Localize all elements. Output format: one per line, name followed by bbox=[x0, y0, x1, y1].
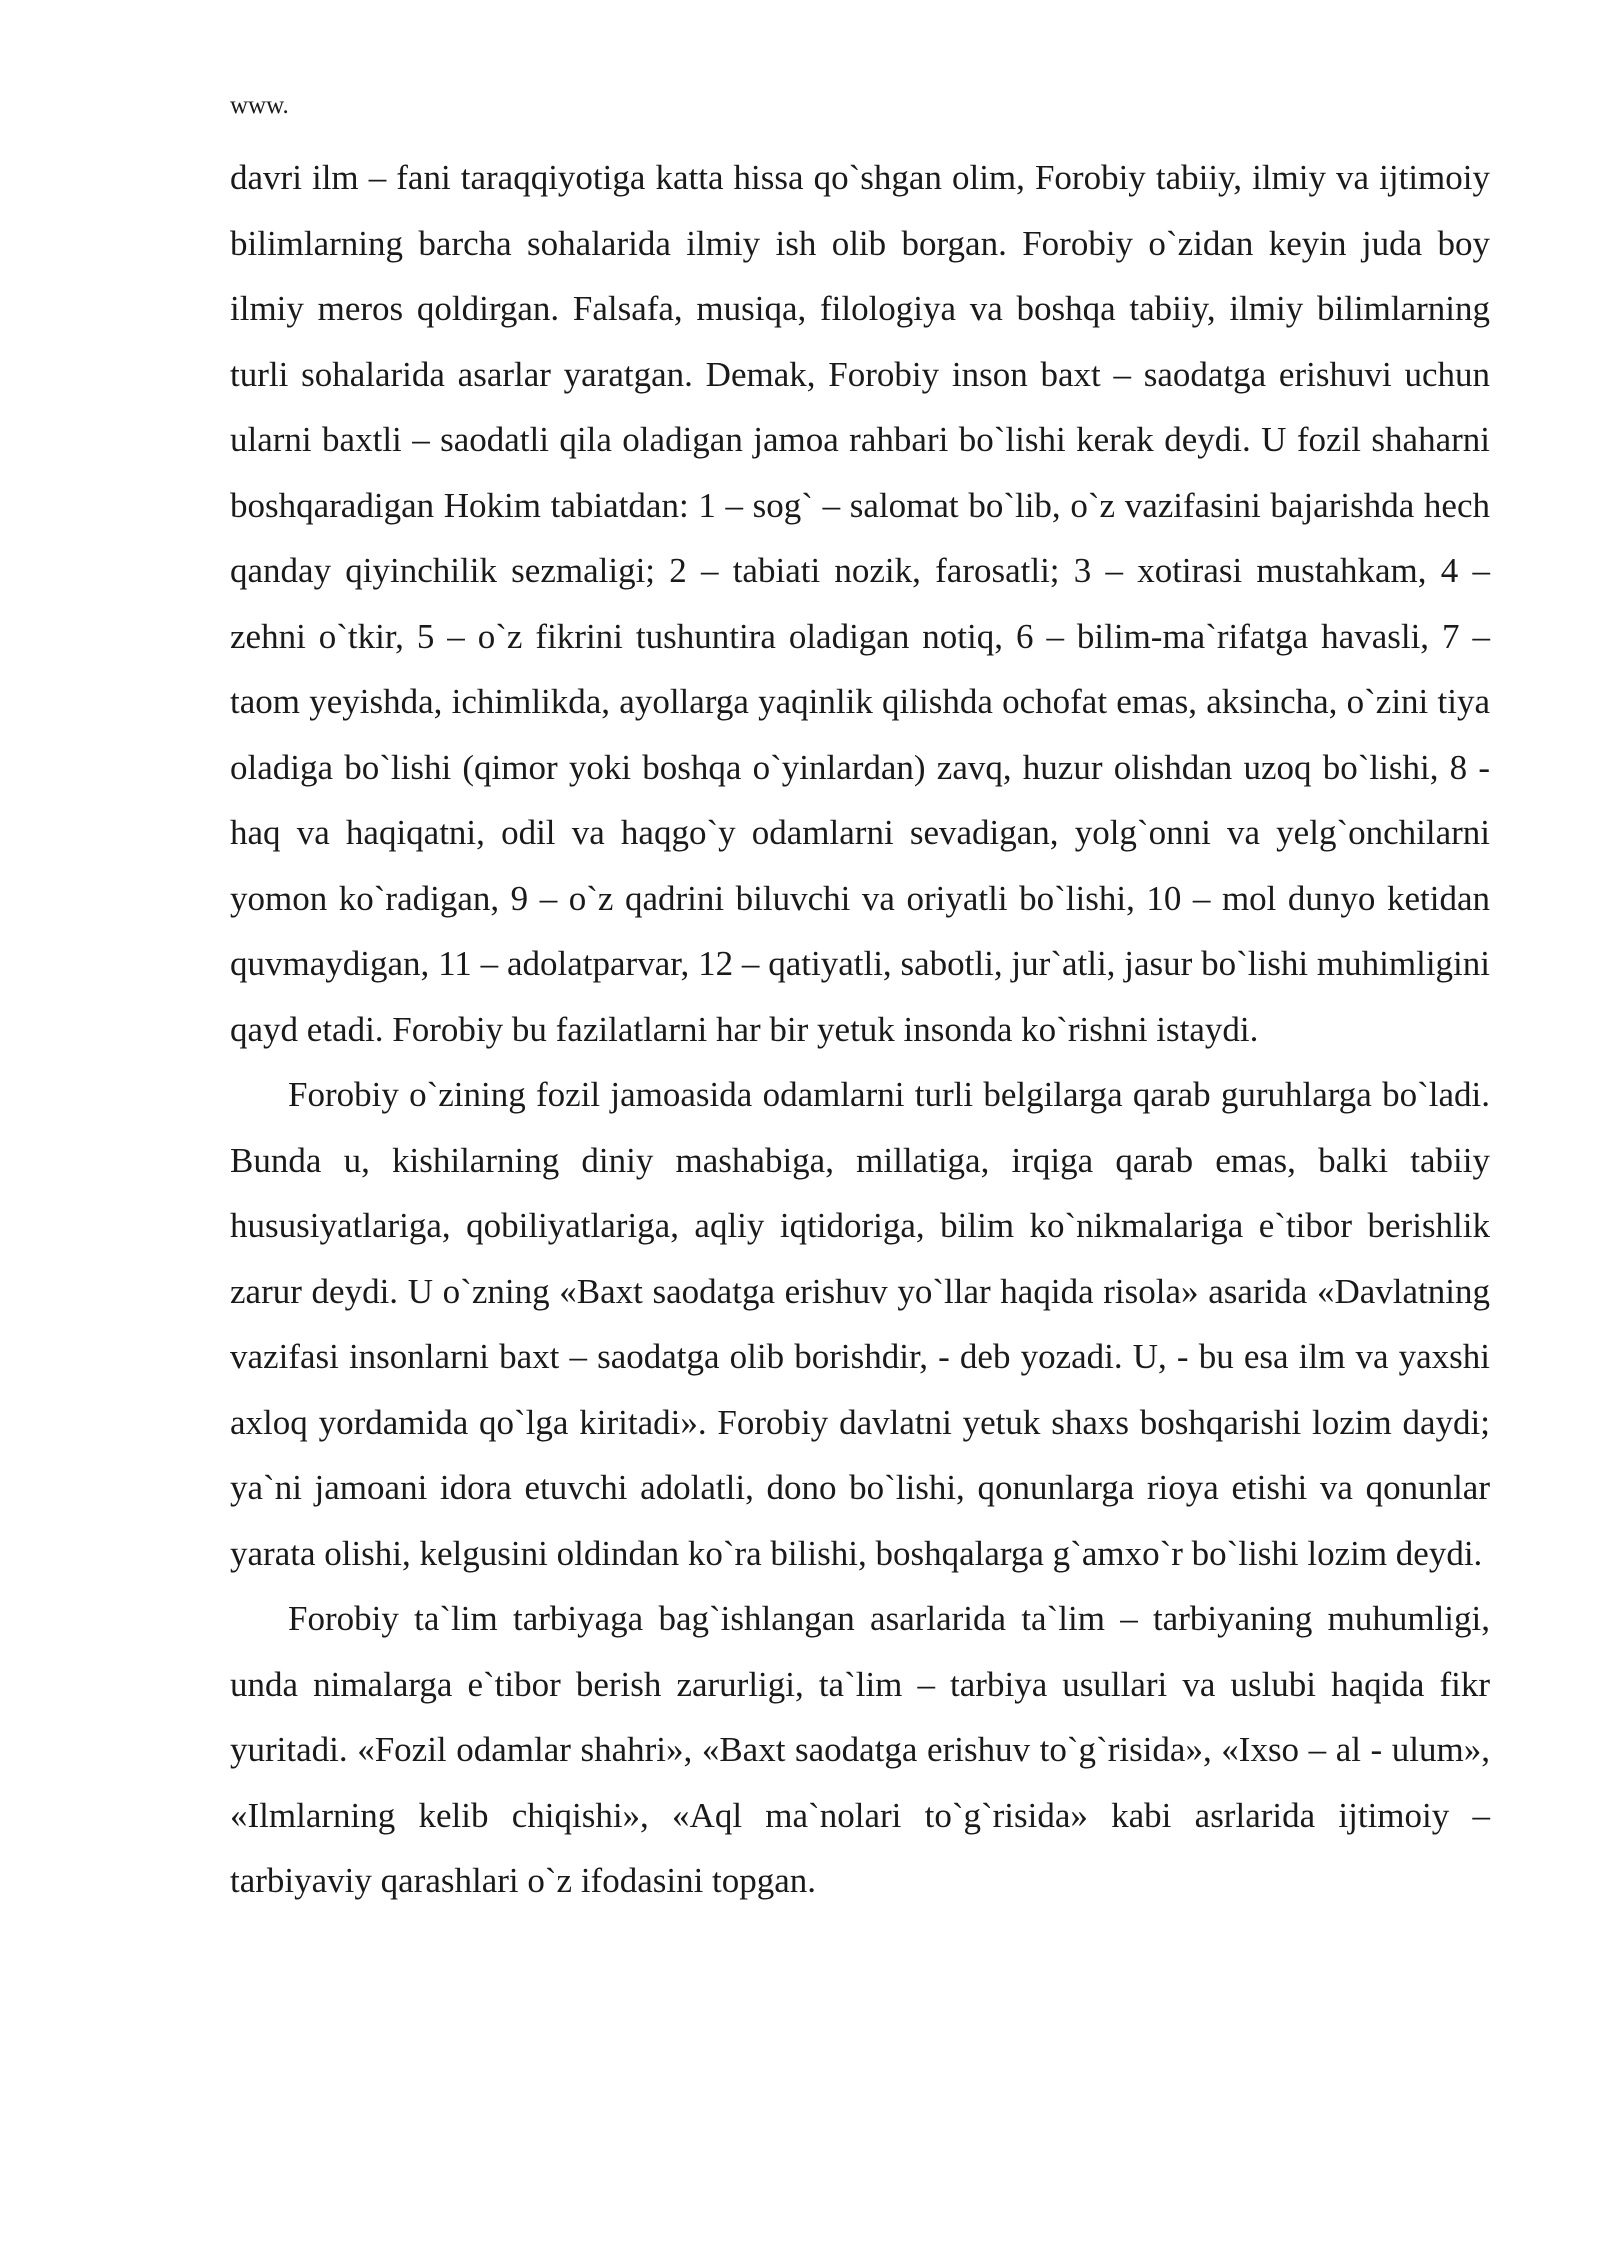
page-header-url: www. bbox=[230, 92, 289, 119]
paragraph-1: davri ilm – fani taraqqiyotiga katta hissa qo`shgan olim, Forobiy tabiiy, ilmiy va ijtimoiy bilimlarning barcha sohalarida ilmiy ish olib borgan. Forobiy o`zidan keyin juda boy ilmiy meros qoldirgan. Falsafa, musiqa, filologiya va boshqa tabiiy, ilmiy bilimlarning turli sohalarida asarlar yaratgan. Demak, Forobiy inson baxt – saodatga erishuvi uchun ularni baxtli – saodatli qila oladigan jamoa rahbari bo`lishi kerak deydi. U fozil shaharni boshqaradigan Hokim tabiatdan: 1 – sog` – salomat bo`lib, o`z vazifasini bajarishda hech qanday qiyinchilik sezmaligi; 2 – tabiati nozik, farosatli; 3 – xotirasi mustahkam, 4 – zehni o`tkir, 5 – o`z fikrini tushuntira oladigan notiq, 6 – bilim-ma`rifatga havasli, 7 – taom yeyishda, ichimlikda, ayollarga yaqinlik qilishda ochofat emas, aksincha, o`zini tiya oladiga bo`lishi (qimor yoki boshqa o`yinlardan) zavq, huzur olishdan uzoq bo`lishi, 8 - haq va haqiqatni, odil va haqgo`y odamlarni sevadigan, yolg`onni va yelg`onchilarni yomon ko`radigan, 9 – o`z qadrini biluvchi va oriyatli bo`lishi, 10 – mol dunyo ketidan quvmaydigan, 11 – adolatparvar, 12 – qatiyatli, sabotli, jur`atli, jasur bo`lishi muhimligini qayd etadi. Forobiy bu fazilatlarni har bir yetuk insonda ko`rishni istaydi. bbox=[230, 158, 1490, 1049]
paragraph-3: Forobiy ta`lim tarbiyaga bag`ishlangan asarlarida ta`lim – tarbiyaning muhumligi, unda nimalarga e`tibor berish zarurligi, ta`lim – tarbiya usullari va uslubi haqida fikr yuritadi. «Fozil odamlar shahri», «Baxt saodatga erishuv to`g`risida», «Ixso – al - ulum», «Ilmlarning kelib chiqishi», «Aql ma`nolari to`g`risida» kabi asrlarida ijtimoiy – tarbiyaviy qarashlari o`z ifodasini topgan. bbox=[230, 1599, 1490, 1900]
paragraph-2: Forobiy o`zining fozil jamoasida odamlarni turli belgilarga qarab guruhlarga bo`ladi. Bunda u, kishilarning diniy mashabiga, millatiga, irqiga qarab emas, balki tabiiy hususiyatlariga, qobiliyatlariga, aqliy iqtidoriga, bilim ko`nikmalariga e`tibor berishlik zarur deydi. U o`zning «Baxt saodatga erishuv yo`llar haqida risola» asarida «Davlatning vazifasi insonlarni baxt – saodatga olib borishdir, - deb yozadi. U, - bu esa ilm va yaxshi axloq yordamida qo`lga kiritadi». Forobiy davlatni yetuk shaxs boshqarishi lozim daydi; ya`ni jamoani idora etuvchi adolatli, dono bo`lishi, qonunlarga rioya etishi va qonunlar yarata olishi, kelgusini oldindan ko`ra bilishi, boshqalarga g`amxo`r bo`lishi lozim deydi. bbox=[230, 1075, 1490, 1573]
document-body bbox=[230, 145, 1490, 1914]
